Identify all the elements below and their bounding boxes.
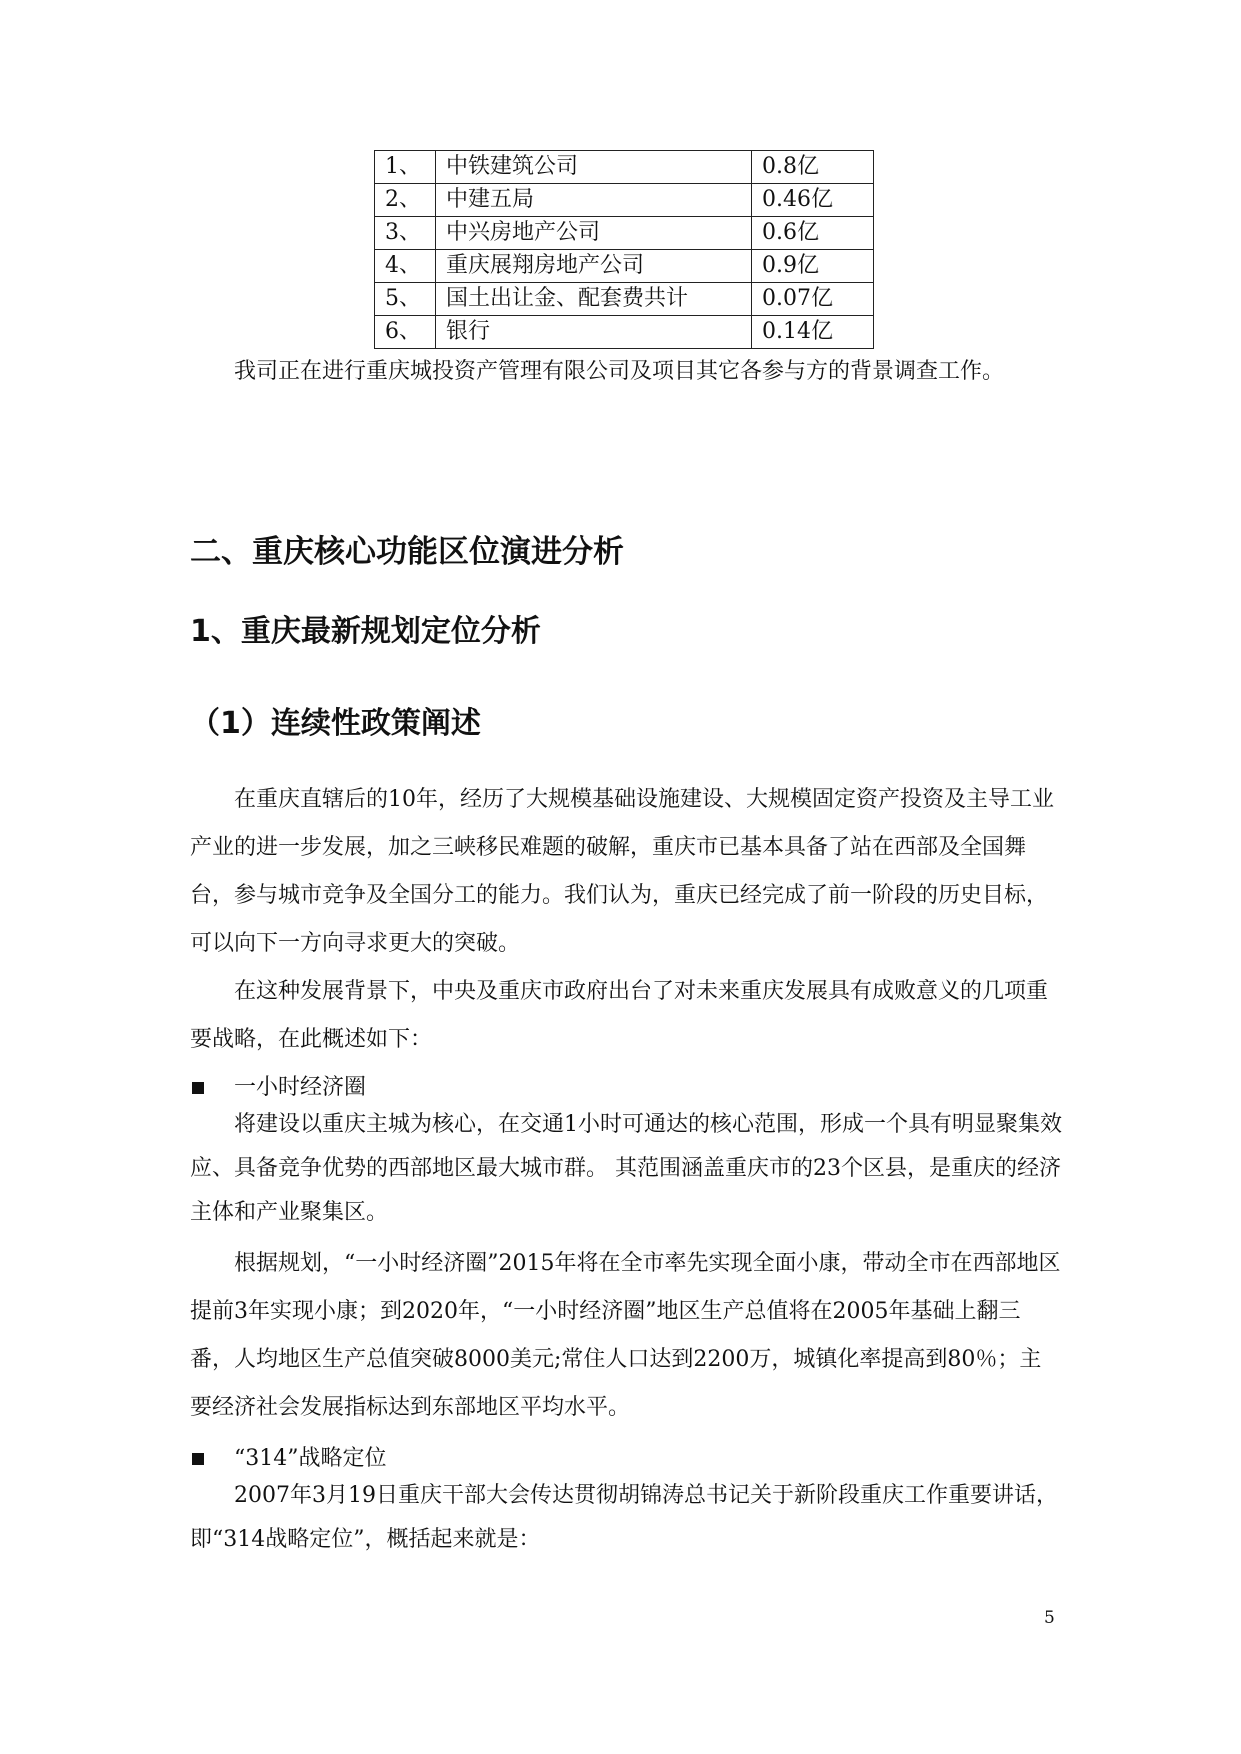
investment-amount: 0.6亿 xyxy=(752,217,874,250)
bullet-one-hour-circle xyxy=(190,1073,366,1103)
subsection-heading-1: 1、重庆最新规划定位分析 xyxy=(190,614,541,649)
company-name: 中兴房地产公司 xyxy=(436,217,752,250)
table-row xyxy=(375,250,874,283)
square-bullet-icon xyxy=(192,1082,204,1094)
page-number: 5 xyxy=(1044,1608,1055,1628)
row-index: 1、 xyxy=(375,151,436,184)
investment-amount: 0.9亿 xyxy=(752,250,874,283)
table-row xyxy=(375,184,874,217)
company-name: 中铁建筑公司 xyxy=(436,151,752,184)
investment-table-body xyxy=(375,151,874,349)
table-row xyxy=(375,151,874,184)
company-name: 中建五局 xyxy=(436,184,752,217)
table-row xyxy=(375,283,874,316)
row-index: 3、 xyxy=(375,217,436,250)
bullet-314-strategy xyxy=(190,1444,387,1474)
company-name: 重庆展翔房地产公司 xyxy=(436,250,752,283)
subsection-heading-1-1: （1）连续性政策阐述 xyxy=(190,706,481,741)
square-bullet-icon xyxy=(192,1453,204,1465)
policy-paragraph-2: 在这种发展背景下，中央及重庆市政府出台了对未来重庆发展具有成败意义的几项重要战略，在此概述如下： xyxy=(190,979,1049,1052)
bullet-label: 一小时经济圈 xyxy=(234,1075,367,1100)
row-index: 6、 xyxy=(375,316,436,349)
policy-paragraph-1: 在重庆直辖后的10年，经历了大规模基础设施建设、大规模固定资产投资及主导工业产业的进一步发展，加之三峡移民难题的破解，重庆市已基本具备了站在西部及全国舞台，参与城市竞争及全国分工的能力。我们认为，重庆已经完成了前一阶段的历史目标，可以向下一方向寻求更大的突破。 xyxy=(190,787,1054,956)
table-row xyxy=(375,316,874,349)
background-check-paragraph: 我司正在进行重庆城投资产管理有限公司及项目其它各参与方的背景调查工作。 xyxy=(234,359,1005,384)
investment-amount: 0.14亿 xyxy=(752,316,874,349)
company-name: 银行 xyxy=(436,316,752,349)
bullet-label: “314”战略定位 xyxy=(234,1446,387,1471)
row-index: 2、 xyxy=(375,184,436,217)
one-hour-circle-paragraph-1: 将建设以重庆主城为核心，在交通1小时可通达的核心范围，形成一个具有明显聚集效应、具备竞争优势的西部地区最大城市群。 其范围涵盖重庆市的23个区县，是重庆的经济主体和产业聚集区。 xyxy=(190,1112,1062,1225)
row-index: 5、 xyxy=(375,283,436,316)
row-index: 4、 xyxy=(375,250,436,283)
investment-amount: 0.07亿 xyxy=(752,283,874,316)
one-hour-circle-paragraph-2: 根据规划，“一小时经济圈”2015年将在全市率先实现全面小康，带动全市在西部地区提前3年实现小康；到2020年，“一小时经济圈”地区生产总值将在2005年基础上翻三番，人均地区生产总值突破8000美元;常住人口达到2200万，城镇化率提高到80％；主要经济社会发展指标达到东部地区平均水平。 xyxy=(190,1251,1061,1420)
investment-amount: 0.8亿 xyxy=(752,151,874,184)
company-name: 国土出让金、配套费共计 xyxy=(436,283,752,316)
investment-table xyxy=(374,150,874,349)
table-row xyxy=(375,217,874,250)
investment-amount: 0.46亿 xyxy=(752,184,874,217)
strategy-314-paragraph: 2007年3月19日重庆干部大会传达贯彻胡锦涛总书记关于新阶段重庆工作重要讲话，即“314战略定位”，概括起来就是： xyxy=(190,1483,1058,1552)
section-heading-2: 二、重庆核心功能区位演进分析 xyxy=(190,534,624,570)
